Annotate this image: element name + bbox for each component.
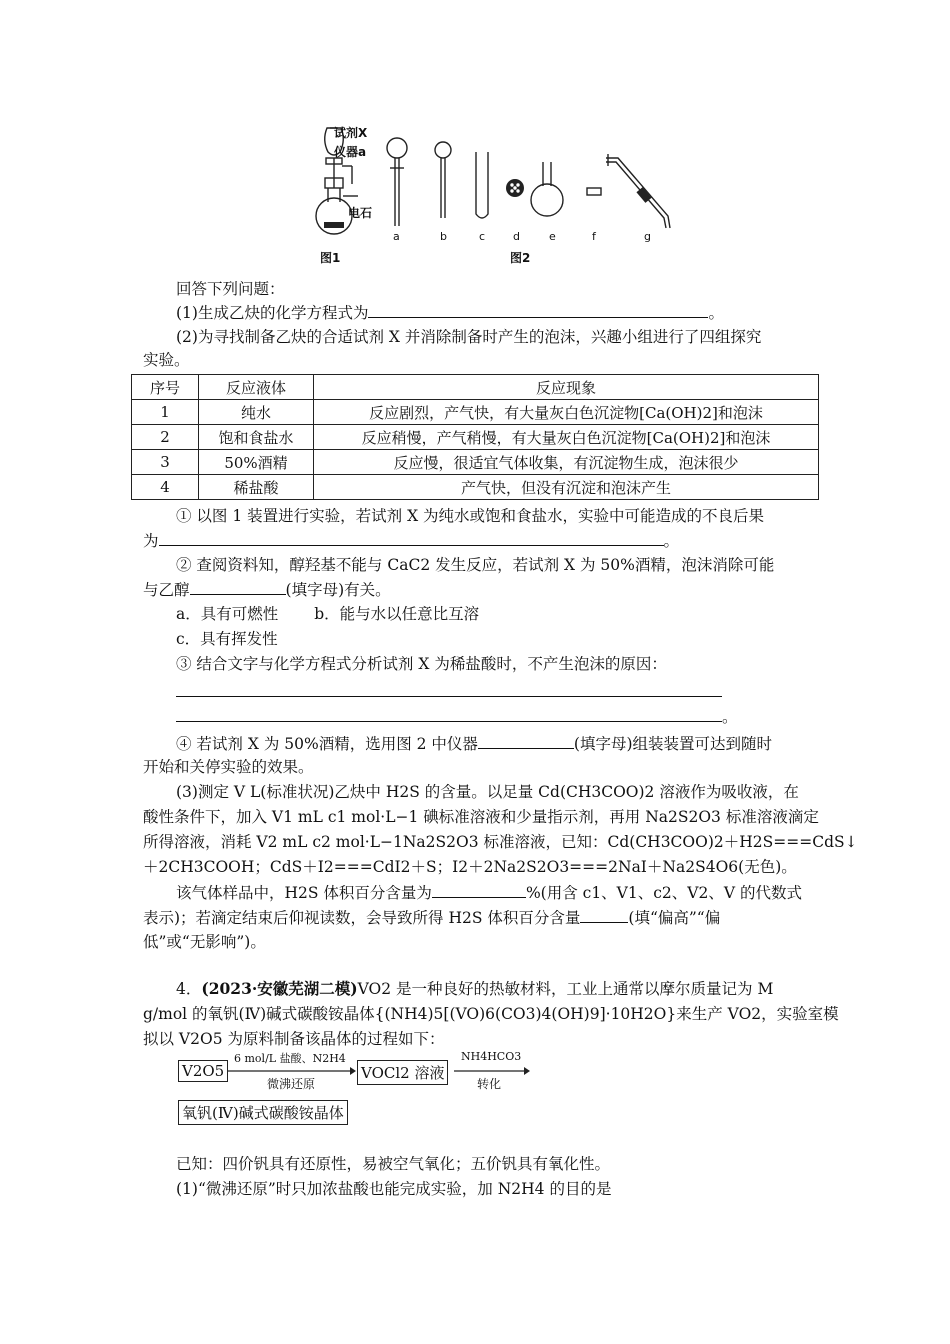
table-cell: 纯水	[199, 400, 314, 425]
table-cell: 反应稍慢，产气稍慢，有大量灰白色沉淀物[Ca(OH)2]和泡沫	[314, 425, 819, 450]
answer-blank[interactable]	[432, 881, 526, 898]
table-cell: 50%酒精	[199, 450, 314, 475]
q2-line-cont: 实验。	[143, 351, 190, 369]
q3-part3-line: (3)测定 V L(标准状况)乙炔中 H2S 的含量。以足量 Cd(CH3COO)2 溶液作为吸收液，在	[176, 783, 799, 801]
sub3-line: ③ 结合文字与化学方程式分析试剂 X 为稀盐酸时，不产生泡沫的原因：	[176, 655, 667, 673]
q3-part3-line: 低”或“无影响”)。	[143, 933, 266, 951]
table-row	[132, 400, 819, 425]
q4-line: 拟以 V2O5 为原料制备该晶体的过程如下：	[143, 1030, 445, 1048]
table-row	[132, 475, 819, 500]
option-c: c．具有挥发性	[176, 630, 278, 648]
q4-line: 4．(2023·安徽芜湖二模)VO2 是一种良好的热敏材料，工业上通常以摩尔质量记为 M	[176, 979, 774, 998]
q4-source: (2023·安徽芜湖二模)	[201, 979, 358, 998]
q3-part3-line: 该气体样品中，H2S 体积百分含量为 %(用含 c1、V1、c2、V2、V 的代数式	[176, 881, 802, 904]
fig1-caption: 图1	[320, 251, 341, 265]
flow-box-v2o5: V2O5	[178, 1060, 228, 1082]
option-a: a．具有可燃性	[176, 605, 279, 623]
fig1-label-carbide: 电石	[348, 206, 373, 220]
instrument-letter: f	[592, 230, 596, 243]
table-cell: 稀盐酸	[199, 475, 314, 500]
flow-box-product: 氧钒(Ⅳ)碱式碳酸铵晶体	[178, 1100, 348, 1125]
sub2-line: ② 查阅资料知，醇羟基不能与 CaC2 发生反应，若试剂 X 为 50%酒精，泡沫消除可能	[176, 556, 775, 574]
instrument-letter: b	[440, 230, 447, 243]
arrow2-bottom-label: 转化	[477, 1077, 502, 1091]
arrow1-bottom-label: 微沸还原	[267, 1077, 316, 1091]
table-cell: 产气快，但没有沉淀和泡沫产生	[314, 475, 819, 500]
instrument-letter: a	[393, 230, 400, 243]
table-cell: 反应慢，很适宜气体收集，有沉淀物生成，泡沫很少	[314, 450, 819, 475]
table-header-row	[132, 375, 819, 400]
table-cell: 饱和食盐水	[199, 425, 314, 450]
answer-blank[interactable]	[368, 301, 708, 318]
answer-blank[interactable]	[159, 529, 664, 546]
fig1-label-reagent-x: 试剂X	[334, 126, 368, 140]
flow-box-vocl2: VOCl2 溶液	[357, 1060, 448, 1085]
answer-blank[interactable]	[176, 705, 722, 722]
instrument-letter: d	[513, 230, 520, 243]
fig2-caption: 图2	[510, 251, 531, 265]
intro-line: 回答下列问题：	[176, 280, 285, 298]
q3-part3-line: ＋2CH3COOH；CdS＋I2===CdI2＋S；I2＋2Na2S2O3===2NaI＋Na2S4O6(无色)。	[143, 858, 797, 876]
arrow1-top-label: 6 mol/L 盐酸、N2H4	[234, 1052, 346, 1065]
sub1-line: ① 以图 1 装置进行实验，若试剂 X 为纯水或饱和食盐水，实验中可能造成的不良后果	[176, 507, 765, 525]
instrument-letter: c	[479, 230, 486, 243]
sub4-line: ④ 若试剂 X 为 50%酒精，选用图 2 中仪器 (填字母)组装装置可达到随时	[176, 732, 772, 755]
sub4-line-cont: 开始和关停实验的效果。	[143, 758, 314, 776]
q4-part1-line: (1)“微沸还原”时只加浓盐酸也能完成实验，加 N2H4 的目的是	[176, 1180, 612, 1198]
apparatus-figure	[300, 118, 700, 268]
fig1-label-instrument-a: 仪器a	[334, 145, 367, 159]
table-cell: 2	[132, 425, 199, 450]
table-row	[132, 450, 819, 475]
table-cell: 1	[132, 400, 199, 425]
experiment-table	[131, 374, 819, 500]
header-cell: 反应现象	[314, 375, 819, 400]
q3-part3-line: 表示)；若滴定结束后仰视读数，会导致所得 H2S 体积百分含量 (填“偏高”“偏	[143, 906, 720, 929]
option-b: b．能与水以任意比互溶	[314, 605, 480, 623]
sub1-line-cont: 为 。	[143, 529, 679, 552]
options-line	[176, 603, 479, 625]
answer-line: 。	[176, 705, 738, 728]
instrument-letter: g	[644, 230, 651, 243]
answer-blank[interactable]	[176, 680, 722, 697]
q3-part3-line: 酸性条件下，加入 V1 mL c1 mol·L−1 碘标准溶液和少量指示剂，再用 Na2S2O3 标准溶液滴定	[143, 808, 819, 826]
sub2-line-cont: 与乙醇 (填字母)有关。	[143, 578, 391, 601]
answer-blank[interactable]	[190, 578, 286, 595]
table-row	[132, 425, 819, 450]
answer-line	[176, 680, 722, 703]
answer-blank[interactable]	[580, 906, 628, 923]
arrow2-top-label: NH4HCO3	[461, 1050, 522, 1063]
q1-line: (1)生成乙炔的化学方程式为 。	[176, 301, 724, 324]
table-cell: 3	[132, 450, 199, 475]
q3-part3-line: 所得溶液，消耗 V2 mL c2 mol·L−1Na2S2O3 标准溶液，已知：Cd(CH3COO)2＋H2S===CdS↓	[143, 833, 858, 851]
instrument-letter: e	[549, 230, 556, 243]
q4-line: g/mol 的氧钒(Ⅳ)碱式碳酸铵晶体{(NH4)5[(VO)6(CO3)4(OH)9]·10H2O}来生产 VO2，实验室模	[143, 1005, 839, 1023]
table-cell: 反应剧烈，产气快，有大量灰白色沉淀物[Ca(OH)2]和泡沫	[314, 400, 819, 425]
header-cell: 反应液体	[199, 375, 314, 400]
header-cell: 序号	[132, 375, 199, 400]
q2-line: (2)为寻找制备乙炔的合适试剂 X 并消除制备时产生的泡沫，兴趣小组进行了四组探究	[176, 328, 762, 346]
answer-blank[interactable]	[478, 732, 574, 749]
table-cell: 4	[132, 475, 199, 500]
known-line: 已知：四价钒具有还原性，易被空气氧化；五价钒具有氧化性。	[176, 1155, 611, 1173]
